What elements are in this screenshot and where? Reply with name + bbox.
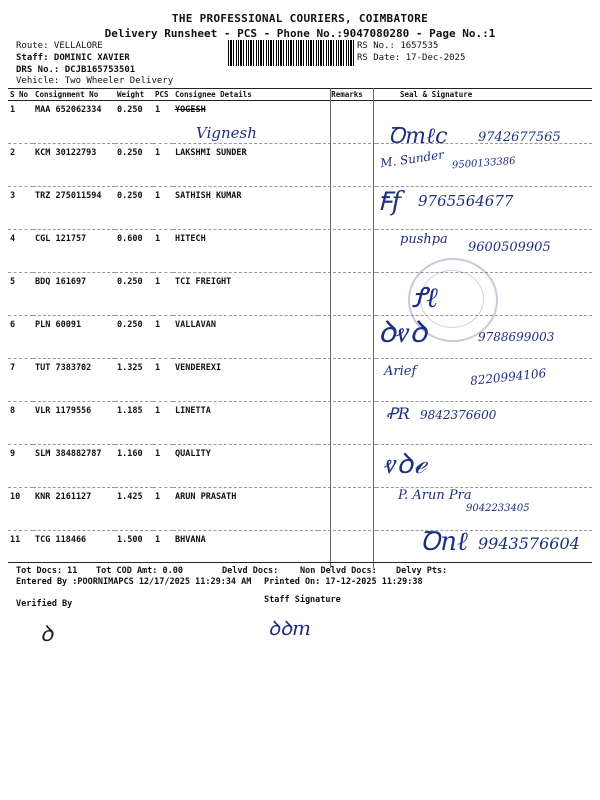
col-consignment: Consignment No <box>33 89 115 101</box>
row-pcs: 1 <box>153 273 173 316</box>
row-remarks <box>318 316 376 359</box>
row-consignment: TUT 7383702 <box>33 359 115 402</box>
row-consignee: YOGESH <box>175 105 206 115</box>
handwritten-name: Vignesh <box>196 124 257 142</box>
row-weight: 1.425 <box>115 488 153 531</box>
row-pcs: 1 <box>155 105 161 115</box>
signature-scribble: ⱴꝺℯ <box>384 447 427 480</box>
runsheet-title: THE PROFESSIONAL COURIERS, COIMBATORE <box>171 12 429 25</box>
footer-divider <box>8 562 592 563</box>
row-sno: 6 <box>8 316 33 359</box>
row-sno: 7 <box>8 359 33 402</box>
row-consignee: QUALITY <box>173 445 318 488</box>
col-sno: S No <box>8 89 33 101</box>
col-remarks: Remarks <box>318 89 376 101</box>
rs-date: RS Date: 17-Dec-2025 <box>357 53 466 63</box>
handwritten-phone: 9842376600 <box>420 408 497 422</box>
handwritten-phone: 9500133386 <box>451 155 516 172</box>
row-consignment: SLM 384882787 <box>33 445 115 488</box>
handwritten-phone: 9600509905 <box>468 240 551 255</box>
row-sno: 11 <box>8 531 33 574</box>
row-consignee: ARUN PRASATH <box>173 488 318 531</box>
table-row <box>8 273 592 316</box>
row-consignee: VENDEREXI <box>173 359 318 402</box>
row-sno: 3 <box>8 187 33 230</box>
row-weight: 1.325 <box>115 359 153 402</box>
row-consignment: TRZ 275011594 <box>33 187 115 230</box>
vehicle-label: Vehicle: Two Wheeler Delivery <box>16 76 174 86</box>
total-cod-amount: Tot COD Amt: 0.00 <box>96 566 183 576</box>
row-remarks <box>318 445 376 488</box>
row-weight: 1.500 <box>115 531 153 574</box>
entered-by: Entered By :POORNIMAPCS 12/17/2025 11:29:34 AM <box>16 577 252 587</box>
col-signature: Seal & Signature <box>376 89 592 101</box>
printed-on: Printed On: 17-12-2025 11:29:38 <box>264 577 423 587</box>
row-consignment: KCM 30122793 <box>33 144 115 187</box>
handwritten-name: Arief <box>384 364 417 379</box>
drs-number: DRS No.: DCJB165753501 <box>16 65 136 75</box>
row-sno: 9 <box>8 445 33 488</box>
col-consignee: Consignee Details <box>173 89 318 101</box>
row-weight: 1.160 <box>115 445 153 488</box>
handwritten-name: pushpa <box>400 232 448 247</box>
row-weight: 1.185 <box>115 402 153 445</box>
row-pcs: 1 <box>153 402 173 445</box>
row-remarks <box>318 488 376 531</box>
row-consignee: LINETTA <box>173 402 318 445</box>
rs-number: RS No.: 1657535 <box>357 41 439 51</box>
handwritten-phone: 8220994106 <box>469 366 547 388</box>
signature-scribble: Ꝭℓ <box>412 281 438 314</box>
row-weight: 0.250 <box>115 316 153 359</box>
verified-by-label: Verified By <box>16 599 73 609</box>
staff-signature-label: Staff Signature <box>264 595 341 605</box>
remarks-divider <box>330 88 331 568</box>
table-row <box>8 445 592 488</box>
handwritten-phone: 9742677565 <box>478 130 561 145</box>
barcode <box>228 40 354 66</box>
route-label: Route: VELLALORE <box>16 41 103 51</box>
signature-scribble: Ꝺmℓc <box>388 124 448 149</box>
row-sno: 5 <box>8 273 33 316</box>
total-docs: Tot Docs: 11 <box>16 566 78 576</box>
row-consignment: TCG 118466 <box>33 531 115 574</box>
row-consignment: VLR 1179556 <box>33 402 115 445</box>
row-weight: 0.250 <box>115 187 153 230</box>
handwritten-name: M. Sunder <box>379 147 445 171</box>
row-consignee: LAKSHMI SUNDER <box>173 144 318 187</box>
row-weight: 0.250 <box>115 144 153 187</box>
row-consignment: CGL 121757 <box>33 230 115 273</box>
col-weight: Weight <box>115 89 153 101</box>
row-pcs: 1 <box>153 187 173 230</box>
row-consignee: HITECH <box>173 230 318 273</box>
row-remarks <box>318 101 376 144</box>
row-consignment: MAA 652062334 <box>35 105 102 115</box>
staff-signature-scribble: ꝺꝺm <box>268 616 311 640</box>
row-sno: 4 <box>8 230 33 273</box>
signature-scribble: ꝺⱴꝺ <box>378 315 428 350</box>
delivered-docs: Delvd Docs: <box>222 566 279 576</box>
row-pcs: 1 <box>153 359 173 402</box>
row-remarks <box>318 359 376 402</box>
signature-scribble: ꝒR <box>386 404 410 423</box>
staff-label: Staff: DOMINIC XAVIER <box>16 53 130 63</box>
signature-divider <box>373 88 374 568</box>
row-sno: 1 <box>10 105 16 115</box>
row-sno: 2 <box>8 144 33 187</box>
row-sno: 8 <box>8 402 33 445</box>
table-header-row <box>8 89 592 101</box>
row-pcs: 1 <box>153 445 173 488</box>
delivery-points: Delvy Pts: <box>396 566 448 576</box>
row-consignee: VALLAVAN <box>173 316 318 359</box>
col-pcs: PCS <box>153 89 173 101</box>
row-pcs: 1 <box>153 488 173 531</box>
handwritten-phone: 9042233405 <box>466 503 530 514</box>
handwritten-phone: 9943576604 <box>478 534 580 553</box>
row-sno: 10 <box>8 488 33 531</box>
signature-scribble: Ꝺnℓ <box>420 527 468 557</box>
row-consignee: SATHISH KUMAR <box>173 187 318 230</box>
signature-scribble: Ꞙf <box>378 187 402 217</box>
row-weight: 0.250 <box>115 273 153 316</box>
runsheet-subtitle: Delivery Runsheet - PCS - Phone No.:9047080280 - Page No.:1 <box>104 27 496 40</box>
row-remarks <box>318 230 376 273</box>
row-pcs: 1 <box>153 316 173 359</box>
row-consignee: BHVANA <box>173 531 318 574</box>
verifier-initials: ꝺ <box>40 622 54 647</box>
row-consignee: TCI FREIGHT <box>173 273 318 316</box>
row-pcs: 1 <box>153 144 173 187</box>
row-weight: 0.600 <box>115 230 153 273</box>
row-remarks <box>318 144 376 187</box>
handwritten-phone: 9788699003 <box>478 330 555 344</box>
row-consignment: BDQ 161697 <box>33 273 115 316</box>
row-consignment: KNR 2161127 <box>33 488 115 531</box>
row-pcs: 1 <box>153 531 173 574</box>
handwritten-phone: 9765564677 <box>418 192 514 210</box>
row-remarks <box>318 187 376 230</box>
non-delivered-docs: Non Delvd Docs: <box>300 566 377 576</box>
row-weight: 0.250 <box>117 105 143 115</box>
row-remarks <box>318 273 376 316</box>
row-remarks <box>318 402 376 445</box>
handwritten-name: P. Arun Pra <box>398 488 472 503</box>
table-row <box>8 402 592 445</box>
row-pcs: 1 <box>153 230 173 273</box>
row-consignment: PLN 60091 <box>33 316 115 359</box>
